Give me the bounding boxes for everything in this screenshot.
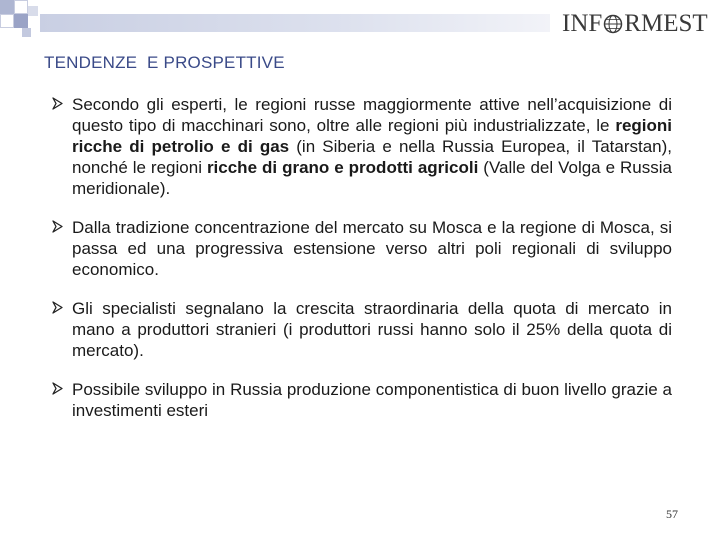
- text-run: (Valle del Volga e Russia meridionale).: [72, 158, 672, 198]
- bullet-text: [72, 379, 672, 421]
- arrowhead-icon: [52, 217, 72, 280]
- deco-square: [22, 28, 31, 37]
- arrowhead-icon: [52, 379, 72, 421]
- text-run: (in Siberia e nella Russia Europea, il Tatarstan), nonché le regioni: [72, 137, 673, 177]
- bold-phrase: regioni ricche di petrolio e di gas: [72, 116, 672, 156]
- deco-square: [0, 0, 14, 14]
- bullet-item: [52, 217, 672, 280]
- text-run: Possibile sviluppo in Russia produzione componentistica di buon livello grazie a investimenti esteri: [72, 380, 672, 420]
- globe-icon: [603, 14, 623, 34]
- page-number: 57: [666, 507, 678, 521]
- bullet-item: [52, 379, 672, 421]
- bullet-list: [52, 94, 672, 439]
- text-run: Dalla tradizione concentrazione del mercato su Mosca e la regione di Mosca, si passa ed una progressiva estensione verso altri poli regionali di sviluppo economico.: [72, 218, 672, 279]
- arrowhead-icon: [52, 94, 72, 199]
- deco-square: [14, 0, 28, 14]
- logo-text-right: RMEST: [624, 10, 708, 37]
- deco-square: [0, 14, 14, 28]
- bullet-text: [72, 298, 672, 361]
- deco-square: [28, 6, 38, 16]
- deco-square: [14, 14, 28, 28]
- arrowhead-icon: [52, 298, 72, 361]
- slide-title: TENDENZE E PROSPETTIVE: [44, 53, 285, 72]
- bullet-text: [72, 217, 672, 280]
- text-run: Secondo gli esperti, le regioni russe maggiormente attive nell’acquisizione di questo tipo di macchinari sono, oltre alle regioni più industrializzate, le: [72, 95, 672, 135]
- informest-logo: [562, 8, 708, 40]
- bullet-item: [52, 94, 672, 199]
- bullet-item: [52, 298, 672, 361]
- text-run: Gli specialisti segnalano la crescita straordinaria della quota di mercato in mano a produttori stranieri (i produttori russi hanno solo il 25% della quota di mercato).: [72, 299, 672, 360]
- header-bar: [40, 14, 550, 32]
- bold-phrase: ricche di grano e prodotti agricoli: [206, 158, 479, 177]
- bullet-text: [72, 94, 672, 199]
- logo-text-left: INF: [562, 10, 603, 37]
